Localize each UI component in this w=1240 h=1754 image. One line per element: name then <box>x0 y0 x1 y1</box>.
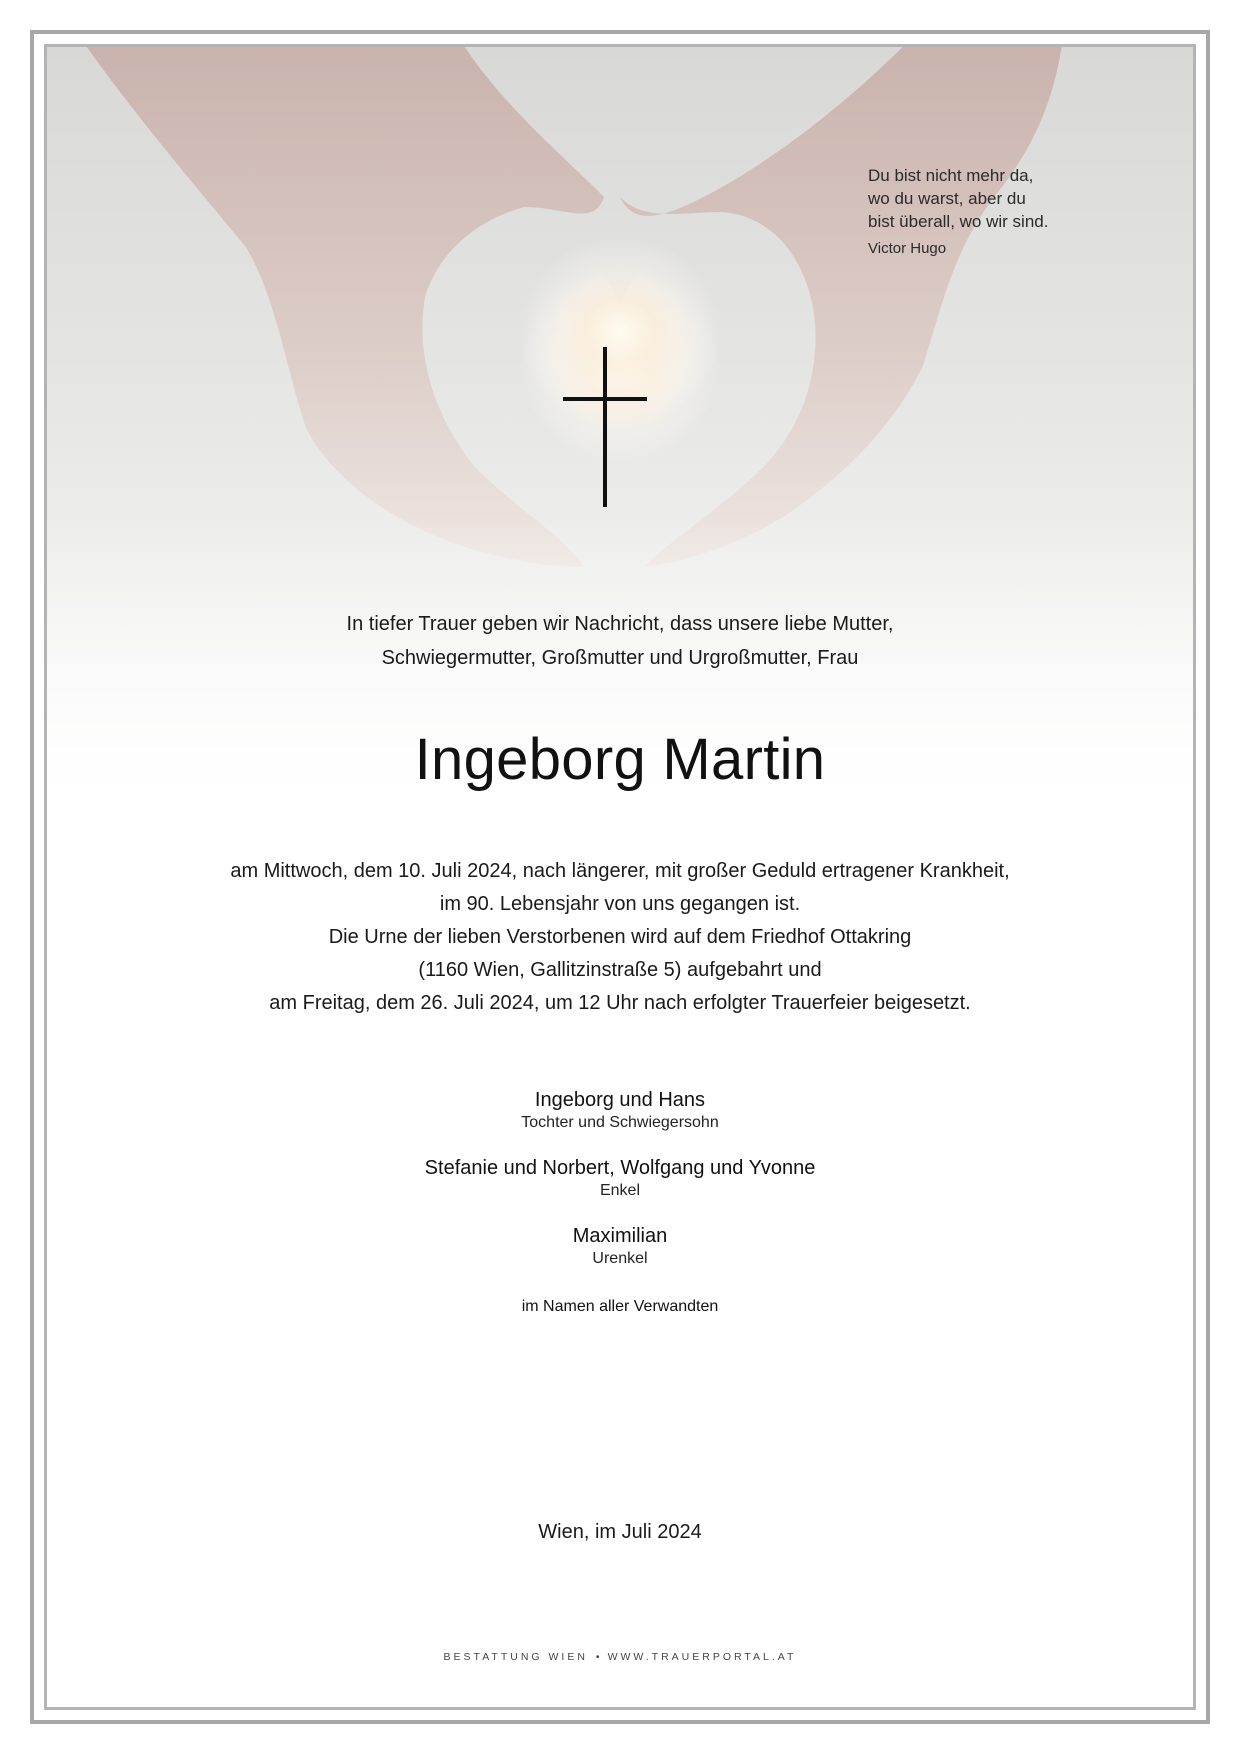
mourner-name: Maximilian <box>572 1225 668 1247</box>
deceased-name: Ingeborg Martin <box>414 727 826 792</box>
christian-cross-icon <box>563 347 647 507</box>
quote-line: bist überall, wo wir sind. <box>868 212 1049 231</box>
quote-line: wo du warst, aber du <box>868 189 1026 208</box>
mourner-relation: Urenkel <box>592 1250 648 1267</box>
announcement-intro <box>47 607 1193 675</box>
obituary-card <box>44 44 1196 1710</box>
footer-separator: • <box>595 1651 600 1663</box>
intro-line: In tiefer Trauer geben wir Nachricht, dass unsere liebe Mutter, <box>346 613 894 635</box>
mourner-group <box>47 1155 1193 1201</box>
footer <box>47 1651 1193 1663</box>
body-line: im 90. Lebensjahr von uns gegangen ist. <box>439 893 801 915</box>
quote-author: Victor Hugo <box>868 240 947 257</box>
mourner-relation: Tochter und Schwiegersohn <box>521 1114 719 1131</box>
mourners-list <box>47 1087 1193 1317</box>
mourner-name: Ingeborg und Hans <box>534 1089 706 1111</box>
body-line: am Mittwoch, dem 10. Juli 2024, nach längerer, mit großer Geduld ertragener Krankheit, <box>230 860 1010 882</box>
intro-line: Schwiegermutter, Großmutter und Urgroßmutter, Frau <box>381 647 859 669</box>
funeral-home-name: BESTATTUNG WIEN <box>443 1651 588 1663</box>
obituary-body <box>47 855 1193 1020</box>
body-line: am Freitag, dem 26. Juli 2024, um 12 Uhr nach erfolgter Trauerfeier beigesetzt. <box>269 992 971 1014</box>
epigraph-quote <box>868 164 1088 260</box>
mourner-relation: Enkel <box>599 1182 641 1199</box>
mourner-group <box>47 1223 1193 1269</box>
portal-link[interactable]: WWW.TRAUERPORTAL.AT <box>607 1651 797 1663</box>
quote-line: Du bist nicht mehr da, <box>868 166 1034 185</box>
body-line: (1160 Wien, Gallitzinstraße 5) aufgebahrt und <box>418 959 822 981</box>
mourner-group <box>47 1087 1193 1133</box>
relatives-note: im Namen aller Verwandten <box>521 1298 719 1315</box>
place-and-date: Wien, im Juli 2024 <box>538 1521 702 1543</box>
mourner-name: Stefanie und Norbert, Wolfgang und Yvonne <box>424 1157 816 1179</box>
body-line: Die Urne der lieben Verstorbenen wird auf dem Friedhof Ottakring <box>328 926 912 948</box>
